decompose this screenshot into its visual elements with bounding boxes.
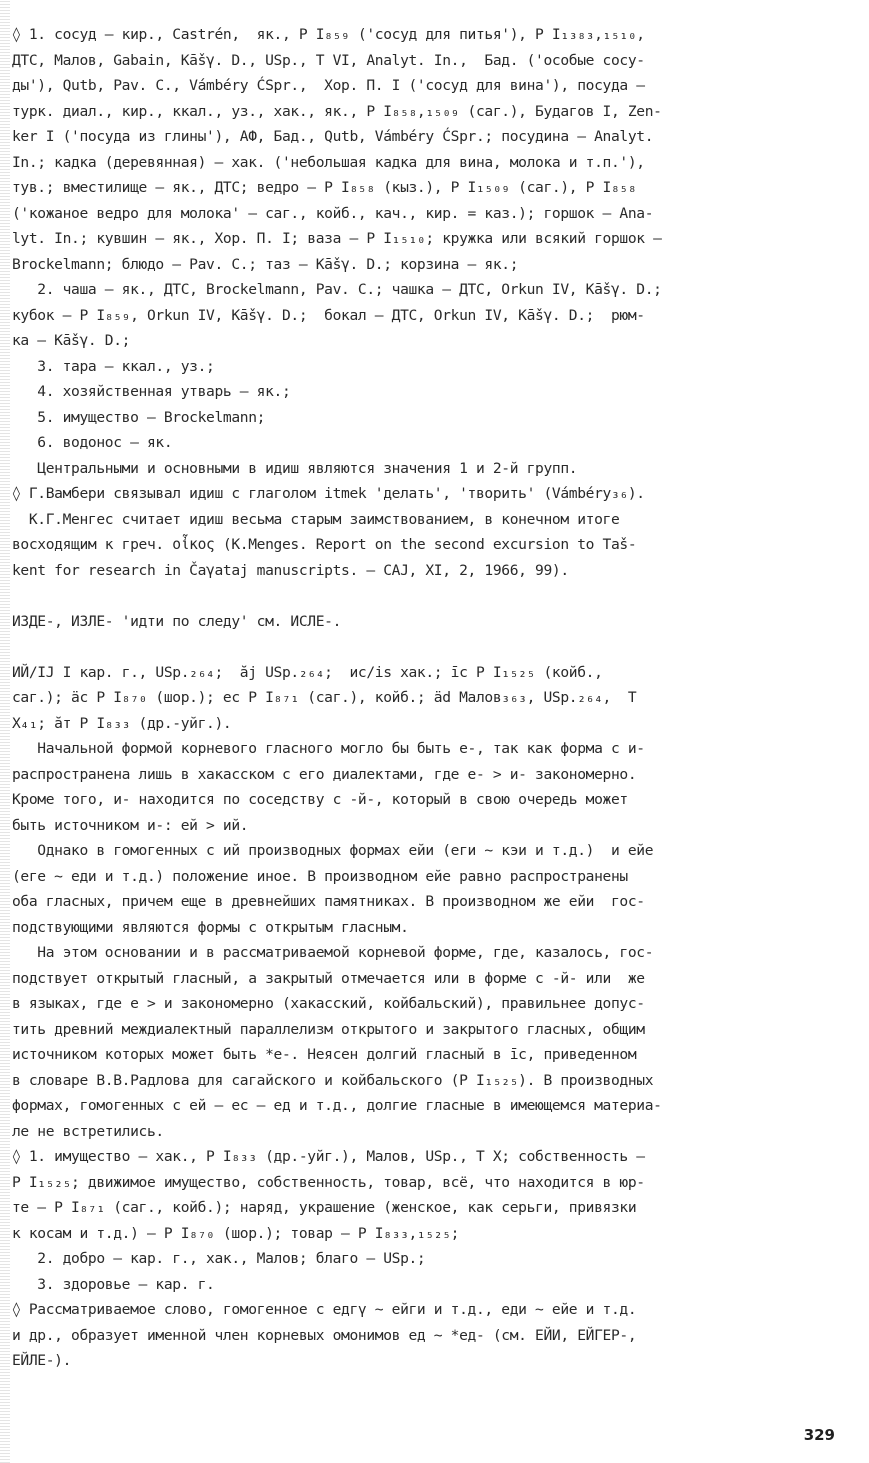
text-line: 4. хозяйственная утварь – як.; bbox=[12, 383, 291, 400]
text-line: Однако в гомогенных с ий производных формах ейи (еги ~ кэи и т.д.) и ейе bbox=[12, 842, 654, 859]
text-line: 3. тара – ккал., уз.; bbox=[12, 357, 215, 375]
text-line: ка – Kāšγ. D.; bbox=[12, 332, 131, 349]
text-line: подствует открытый гласный, а закрытый отмечается или в форме с -й- или же bbox=[12, 969, 645, 987]
text-line: ker I ('посуда из глины'), АФ, Бад., Qutb, Vámbéry ĆSpr.; посудина – Analyt. bbox=[12, 128, 654, 145]
text-line: ды'), Qutb, Pav. C., Vámbéry ĆSpr., Хор. П. I ('сосуд для вина'), посуда – bbox=[12, 77, 645, 94]
text-line: ДТС, Малов, Gabain, Kāšγ. D., USp., Т VI, Analyt. In., Бад. ('особые сосу- bbox=[12, 51, 645, 69]
text-line: ('кожаное ведро для молока' – саг., койб., кач., кир. = каз.); горшок – Ana- bbox=[12, 204, 654, 222]
text-line: к косам и т.д.) – Р I₈₇₀ (шор.); товар – Р I₈₃₃,₁₅₂₅; bbox=[12, 1224, 460, 1242]
entry-heading: ИЗДЕ-, ИЗЛЕ- 'идти по следу' см. ИСЛЕ-. bbox=[12, 612, 342, 630]
text-line: и др., образует именной член корневых омонимов ед ~ *ед- (см. ЕЙИ, ЕЙГЕР-, bbox=[12, 1326, 637, 1344]
text-line: источником которых может быть *е-. Неясен долгий гласный в īс, приведенном bbox=[12, 1046, 637, 1063]
text-line: 5. имущество – Brockelmann; bbox=[12, 408, 266, 426]
text-line: быть источником и-: ей > ий. bbox=[12, 816, 249, 834]
text-line: ◊ Рассматриваемое слово, гомогенное с едгү ~ ейги и т.д., еди ~ ейе и т.д. bbox=[12, 1301, 637, 1318]
text-line: саг.); äс Р I₈₇₀ (шор.); ес Р I₈₇₁ (саг.), койб.; äd Малов₃₆₃, USp.₂₆₄, Т bbox=[12, 689, 637, 706]
text-line: турк. диал., кир., ккал., уз., хак., як., Р I₈₅₈,₁₅₀₉ (саг.), Будагов I, Zen- bbox=[12, 102, 662, 120]
text-line: 2. чаша – як., ДТС, Brockelmann, Pav. C.; чашка – ДТС, Orkun IV, Kāšγ. D.; bbox=[12, 281, 662, 298]
text-line: In.; кадка (деревянная) – хак. ('небольшая кадка для вина, молока и т.п.'), bbox=[12, 153, 645, 171]
text-line bbox=[12, 1374, 858, 1400]
text-line: ◊ 1. имущество – хак., Р I₈₃₃ (др.-уйг.), Малов, USp., Т X; собственность – bbox=[12, 1148, 645, 1165]
entry-heading: ИЙ/IJ I кар. г., USp.₂₆₄; ăj USp.₂₆₄; ис/is хак.; īс Р I₁₅₂₅ (койб., bbox=[12, 663, 603, 681]
text-line: распространена лишь в хакасском с его диалектами, где е- > и- закономерно. bbox=[12, 765, 637, 783]
scan-binding-edge bbox=[0, 0, 10, 1463]
text-line: kent for research in Čaγataj manuscripts. – CAJ, XI, 2, 1966, 99). bbox=[12, 561, 569, 579]
text-line: кубок – Р I₈₅₉, Orkun IV, Kāšγ. D.; бокал – ДТС, Orkun IV, Kāšγ. D.; рюм- bbox=[12, 306, 645, 324]
text-line: 2. добро – кар. г., хак., Малов; благо – USp.; bbox=[12, 1250, 426, 1267]
text-line: ле не встретились. bbox=[12, 1122, 164, 1140]
text-line: Центральными и основными в идиш являются значения 1 и 2-й групп. bbox=[12, 459, 578, 477]
text-line: оба гласных, причем еще в древнейших памятниках. В производном же ейи гос- bbox=[12, 893, 645, 910]
text-line: ◊ Г.Вамбери связывал идиш с глаголом itmek 'делать', 'творить' (Vámbéry₃₆). bbox=[12, 485, 645, 502]
text-line: восходящим к греч. οἶκος (K.Menges. Report on the second excursion to Taš- bbox=[12, 536, 637, 553]
text-line: X₄₁; ăт Р I₈₃₃ (др.-уйг.). bbox=[12, 714, 232, 732]
text-line: Начальной формой корневого гласного могло бы быть е-, так как форма с и- bbox=[12, 740, 645, 757]
text-line: К.Г.Менгес считает идиш весьма старым заимствованием, в конечном итоге bbox=[12, 510, 620, 528]
page-text bbox=[12, 22, 858, 1399]
text-line: ЕЙЛЕ-). bbox=[12, 1352, 72, 1369]
text-line: (еге ~ еди и т.д.) положение иное. В производном ейе равно распространены bbox=[12, 867, 628, 885]
blank-line bbox=[12, 583, 858, 609]
text-line: Кроме того, и- находится по соседству с -й-, который в свою очередь может bbox=[12, 791, 628, 808]
text-line: 6. водонос – як. bbox=[12, 434, 173, 451]
text-line: 3. здоровье – кар. г. bbox=[12, 1275, 215, 1293]
text-line: Brockelmann; блюдо – Pav. C.; таз – Kāšγ. D.; корзина – як.; bbox=[12, 255, 519, 273]
text-line: тув.; вместилище – як., ДТС; ведро – Р I₈₅₈ (кыз.), Р I₁₅₀₉ (саг.), Р I₈₅₈ bbox=[12, 179, 637, 196]
text-line: подствующими являются формы с открытым гласным. bbox=[12, 918, 409, 936]
page-number: 329 bbox=[803, 1426, 835, 1444]
text-line: lyt. In.; кувшин – як., Хор. П. I; ваза – Р I₁₅₁₀; кружка или всякий горшок – bbox=[12, 230, 662, 247]
text-line: тить древний междиалектный параллелизм открытого и закрытого гласных, общим bbox=[12, 1020, 645, 1038]
text-line: в языках, где е > и закономерно (хакасский, койбальский), правильнее допус- bbox=[12, 995, 645, 1012]
text-line: На этом основании и в рассматриваемой корневой форме, где, казалось, гос- bbox=[12, 944, 654, 961]
blank-line bbox=[12, 634, 858, 660]
text-line: формах, гомогенных с ей – ес – ед и т.д., долгие гласные в имеющемся материа- bbox=[12, 1097, 662, 1114]
text-line: те – Р I₈₇₁ (саг., койб.); наряд, украшение (женское, как серьги, привязки bbox=[12, 1199, 637, 1216]
text-line: Р I₁₅₂₅; движимое имущество, собственность, товар, всё, что находится в юр- bbox=[12, 1173, 645, 1191]
text-line: ◊ 1. сосуд – кир., Castrén, як., Р I₈₅₉ ('сосуд для питья'), Р I₁₃₈₃,₁₅₁₀, bbox=[12, 26, 645, 43]
text-line: в словаре В.В.Радлова для сагайского и койбальского (Р I₁₅₂₅). В производных bbox=[12, 1071, 654, 1089]
